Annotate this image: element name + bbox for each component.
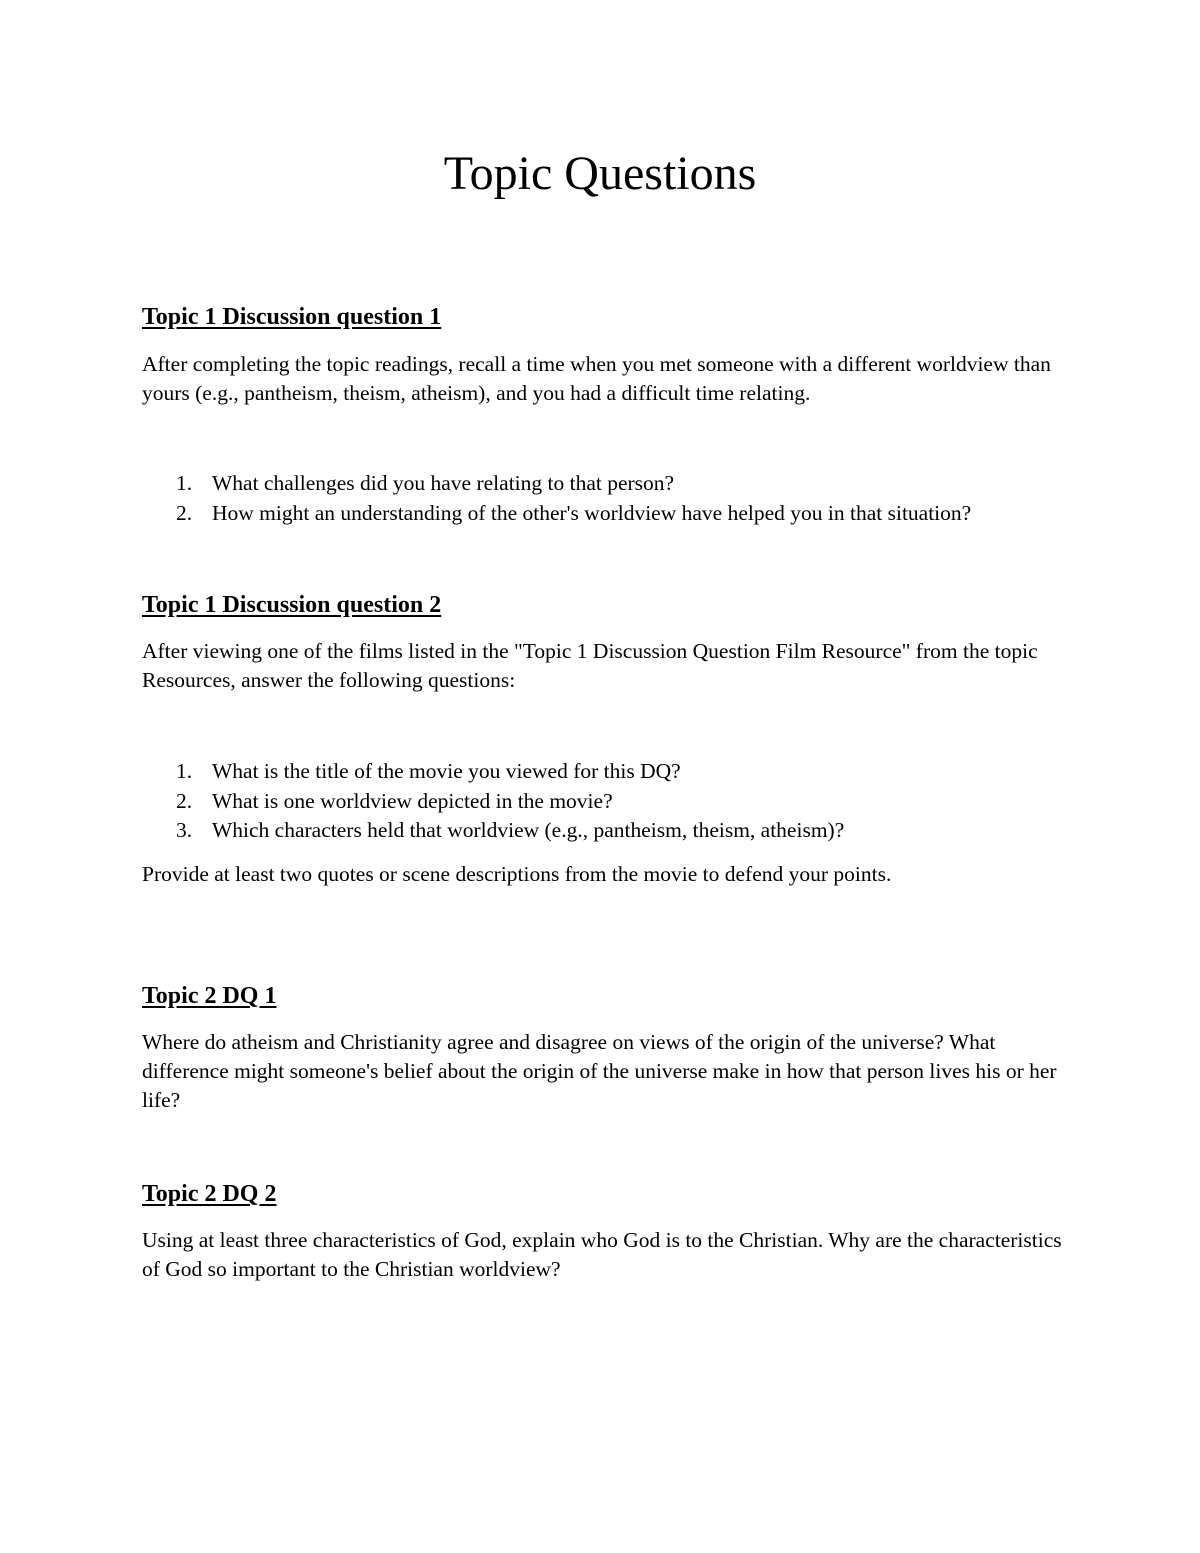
question-list-topic1-dq1 xyxy=(142,469,971,528)
section-heading-topic2-dq2: Topic 2 DQ 2 xyxy=(142,1181,277,1207)
section-intro-topic1-dq1: After completing the topic readings, recall a time when you met someone with a different worldview than yours (e.g., pantheism, theism, atheism), and you had a difficult time relating. xyxy=(142,352,1051,405)
section-heading-topic1-dq2: Topic 1 Discussion question 2 xyxy=(142,592,442,618)
section-outro-topic1-dq2: Provide at least two quotes or scene descriptions from the movie to defend your points. xyxy=(142,862,892,886)
list-item xyxy=(142,499,971,529)
section-intro-topic2-dq2: Using at least three characteristics of God, explain who God is to the Christian. Why are the characteristics of God so important to the Christian worldview? xyxy=(142,1228,1062,1281)
list-number: 1. xyxy=(176,759,193,783)
list-number: 1. xyxy=(176,471,193,495)
list-number: 2. xyxy=(176,788,193,813)
list-text: What is the title of the movie you viewed for this DQ? xyxy=(212,759,681,783)
section-intro-topic1-dq2: After viewing one of the films listed in the "Topic 1 Discussion Question Film Resource" from the topic Resources, answer the following questions: xyxy=(142,639,1038,692)
list-number: 2. xyxy=(176,500,193,525)
list-text: What challenges did you have relating to that person? xyxy=(212,471,675,495)
list-item xyxy=(142,787,844,817)
list-number: 3. xyxy=(176,818,193,842)
section-heading-topic2-dq1: Topic 2 DQ 1 xyxy=(142,983,277,1009)
list-item xyxy=(142,469,971,499)
section-intro-topic2-dq1: Where do atheism and Christianity agree and disagree on views of the origin of the universe? What difference might someone's belief about the origin of the universe make in how that person lives his or her life? xyxy=(142,1030,1057,1112)
page-title: Topic Questions xyxy=(443,147,757,200)
section-heading-topic1-dq1: Topic 1 Discussion question 1 xyxy=(142,304,442,330)
list-item xyxy=(142,816,844,846)
list-text: What is one worldview depicted in the movie? xyxy=(212,788,613,813)
question-list-topic1-dq2 xyxy=(142,757,844,846)
list-text: How might an understanding of the other's worldview have helped you in that situation? xyxy=(212,500,972,525)
list-item xyxy=(142,757,844,787)
list-text: Which characters held that worldview (e.g., pantheism, theism, atheism)? xyxy=(212,818,845,842)
